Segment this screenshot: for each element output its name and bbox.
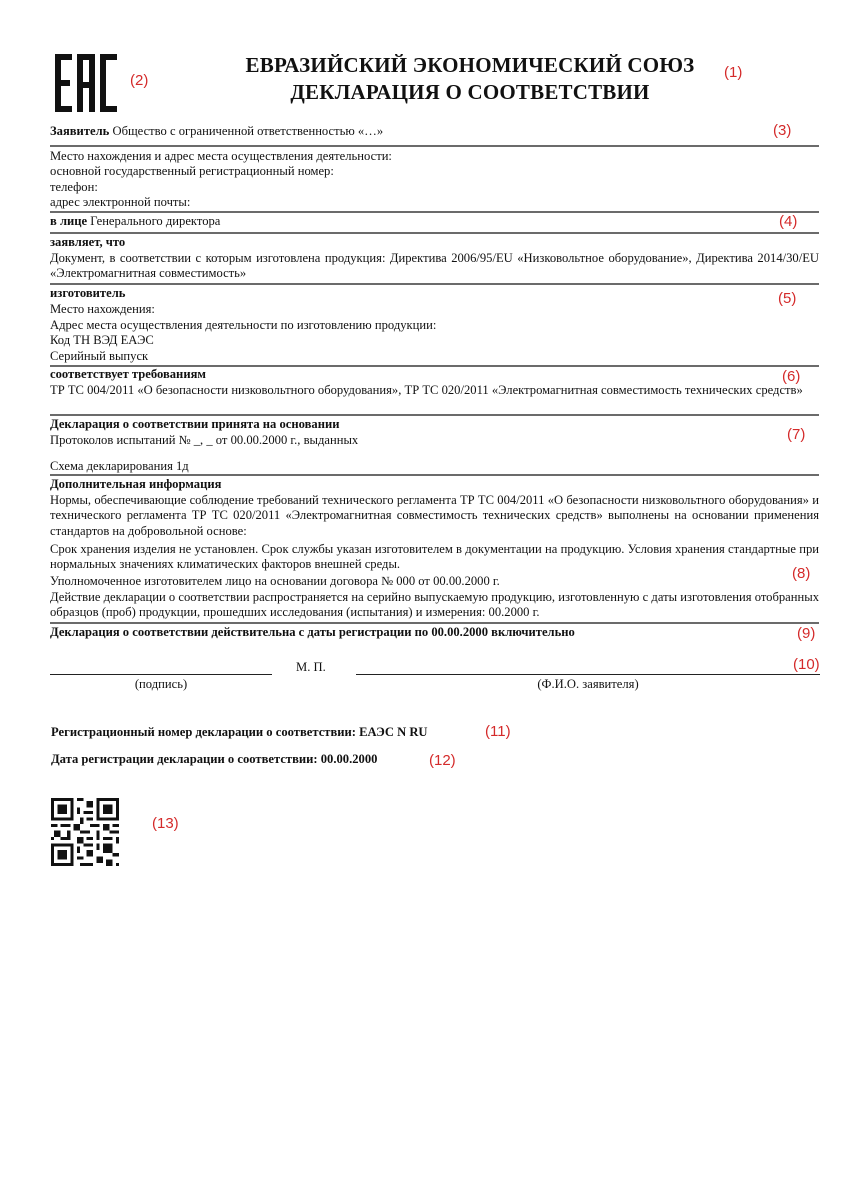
eac-logo-icon (55, 54, 117, 112)
applicant-ogrn: основной государственный регистрационный номер: (50, 164, 334, 178)
declares-label: заявляет, что (50, 235, 126, 249)
manufacturer-location: Место нахождения: (50, 302, 155, 316)
additional-storage: Срок хранения изделия не установлен. Срок службы указан изготовителем в документации на продукцию. Условия хранения стандартные при нормальных значениях климатических факторов внешней среды. (50, 542, 819, 572)
additional-label: Дополнительная информация (50, 477, 222, 491)
divider (50, 211, 819, 213)
divider (50, 622, 819, 624)
registration-date: Дата регистрации декларации о соответствии: 00.00.2000 (51, 752, 378, 766)
divider (50, 283, 819, 285)
representative-value: Генерального директора (90, 214, 221, 228)
applicant-address: Место нахождения и адрес места осуществления деятельности: (50, 149, 392, 163)
marker-11: (11) (485, 723, 511, 740)
marker-12: (12) (429, 752, 456, 769)
manufacturer-label: изготовитель (50, 286, 126, 300)
basis-label: Декларация о соответствии принята на основании (50, 417, 340, 431)
marker-7: (7) (787, 426, 806, 443)
basis-protocols: Протоколов испытаний № _, _ от 00.00.2000 г., выданных (50, 433, 359, 447)
signature-line (50, 674, 272, 675)
marker-5: (5) (778, 290, 797, 307)
marker-8: (8) (792, 565, 811, 582)
stamp-label: М. П. (296, 660, 326, 674)
marker-6: (6) (782, 368, 801, 385)
applicant-row (50, 124, 819, 139)
divider (50, 145, 819, 147)
representative-row (50, 214, 819, 229)
marker-13: (13) (152, 815, 179, 832)
applicant-label: Заявитель (50, 124, 110, 138)
marker-2: (2) (130, 72, 149, 89)
marker-1: (1) (724, 64, 743, 81)
marker-9: (9) (797, 625, 816, 642)
validity-text: Декларация о соответствии действительна с даты регистрации по 00.00.2000 включительно (50, 625, 575, 639)
name-line (356, 674, 820, 675)
divider (50, 474, 819, 476)
registration-number: Регистрационный номер декларации о соответствии: ЕАЭС N RU (51, 725, 428, 739)
marker-3: (3) (773, 122, 792, 139)
title-declaration: ДЕКЛАРАЦИЯ О СООТВЕТСТВИИ (290, 80, 650, 104)
manufacturer-production-address: Адрес места осуществления деятельности по изготовлению продукции: (50, 318, 437, 332)
applicant-phone: телефон: (50, 180, 98, 194)
additional-authorized: Уполномоченное изготовителем лицо на основании договора № 000 от 00.00.2000 г. (50, 574, 500, 588)
marker-10: (10) (793, 656, 820, 673)
marker-4: (4) (779, 213, 798, 230)
applicant-email: адрес электронной почты: (50, 195, 191, 209)
manufacturer-tn-ved: Код ТН ВЭД ЕАЭС (50, 333, 154, 347)
declares-text: Документ, в соответствии с которым изготовлена продукция: Директива 2006/95/EU «Низковольтное оборудование», Директива 2014/30/EU «Электромагнитная совместимость» (50, 251, 819, 281)
name-caption: (Ф.И.О. заявителя) (537, 677, 639, 691)
representative-label: в лице (50, 214, 88, 228)
basis-scheme: Схема декларирования 1д (50, 459, 189, 473)
applicant-value: Общество с ограниченной ответственностью «…» (112, 124, 384, 138)
additional-norms: Нормы, обеспечивающие соблюдение требований технического регламента ТР ТС 004/2011 «О безопасности низковольтного оборудования» и технического регламента ТР ТС 020/2011 «Электромагнитная совместимость технических средств» выполнены на основании применения стандартов на добровольной основе: (50, 493, 819, 538)
requirements-text: ТР ТС 004/2011 «О безопасности низковольтного оборудования», ТР ТС 020/2011 «Электромагнитная совместимость технических средств» (50, 383, 803, 397)
signature-caption: (подпись) (134, 677, 188, 691)
additional-scope: Действие декларации о соответствии распространяется на серийно выпускаемую продукцию, изготовленную с даты изготовления отобранных образцов (проб) продукции, прошедших исследования (испытания) и измерения: 00.2000 г. (50, 590, 819, 620)
divider (50, 414, 819, 416)
manufacturer-series: Серийный выпуск (50, 349, 149, 363)
qr-code-icon[interactable] (51, 798, 119, 866)
requirements-label: соответствует требованиям (50, 367, 206, 381)
divider (50, 232, 819, 234)
title-union: ЕВРАЗИЙСКИЙ ЭКОНОМИЧЕСКИЙ СОЮЗ (245, 53, 695, 77)
